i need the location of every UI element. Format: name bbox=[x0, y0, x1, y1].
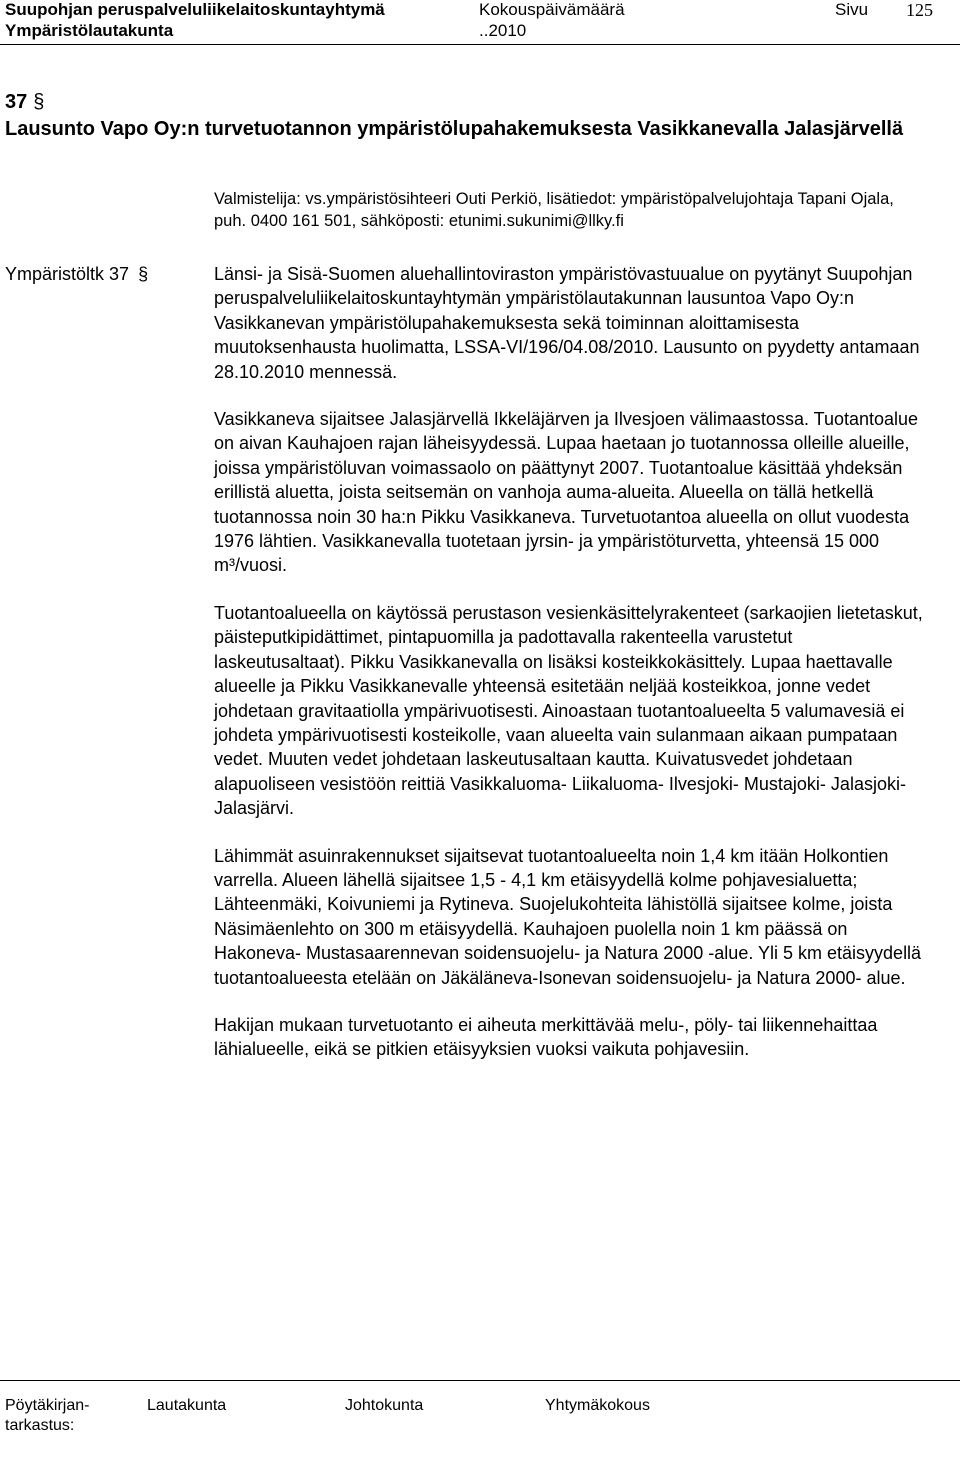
section-mark: § bbox=[33, 91, 45, 113]
preparer-info: Valmistelija: vs.ympäristösihteeri Outi Perkiö, lisätiedot: ympäristöpalvelujohtaja Tapani Ojala, puh. 0400 161 501, sähköposti: etunimi.sukunimi@llky.fi bbox=[214, 190, 894, 230]
organization-name: Suupohjan peruspalveluliikelaitoskuntayhtymä bbox=[5, 0, 385, 19]
minutes-section-mark: § bbox=[138, 264, 149, 284]
page-label: Sivu bbox=[835, 0, 869, 19]
item-body bbox=[214, 262, 926, 1062]
footer-federation-meeting: Yhtymäkokous bbox=[545, 1397, 650, 1414]
body-paragraph: Vasikkaneva sijaitsee Jalasjärvellä Ikkeläjärven ja Ilvesjoen välimaastossa. Tuotantoalue on aivan Kauhajoen rajan läheisyydessä. Lupaa haetaan jo tuotannossa olleille alueille, joissa ympäristöluvan voimassaolo on päättynyt 2007. Tuotantoalue käsittää yhdeksän erillistä aluetta, joista seitsemän on vanhoja auma-alueita. Alueella on tällä hetkellä tuotannossa noin 30 ha:n Pikku Vasikkaneva. Turvetuotantoa alueella on ollut vuodesta 1976 lähtien. Vasikkanevalla tuotetaan jyrsin- ja ympäristöturvetta, yhteensä 15 000 m³/vuosi. bbox=[214, 409, 919, 576]
footer-divider bbox=[0, 1380, 960, 1381]
date-label: Kokouspäivämäärä bbox=[479, 0, 625, 19]
header-divider bbox=[0, 44, 960, 45]
footer-executive-board: Johtokunta bbox=[345, 1397, 424, 1414]
body-paragraph: Hakijan mukaan turvetuotanto ei aiheuta merkittävää melu-, pöly- tai liikennehaittaa lähialueelle, eikä se pitkien etäisyyksien vuoksi vaikuta pohjavesiin. bbox=[214, 1014, 878, 1060]
body-paragraph: Tuotantoalueella on käytössä perustason vesienkäsittelyrakenteet (sarkaojien lietetaskut, päisteputkipidättimet, pintapuomilla ja padottavalla rakenteella varustetut laskeutusaltaat). Pikku Vasikkanevalla on lisäksi kosteikkokäsittely. Lupaa haettavalle alueelle ja Pikku Vasikkanevalle yhteensä esitetään neljää kosteikkoa, jonne vedet johdetaan gravitaatiolla ympärivuotisesti. Ainoastaan tuotantoalueelta 5 valumavesiä ei johdeta ympärivuotisesti kosteikolle, vaan alueelta vain sulanmaan aikaan pumpataan vedet. Muuten vedet johdetaan laskeutusaltaan kautta. Kuivatusvedet johdetaan alapuoliseen vesistöön reittiä Vasikkaluoma- Liikaluoma- Ilvesjoki- Mustajoki- Jalasjoki- Jalasjärvi. bbox=[214, 602, 923, 819]
board-name: Ympäristölautakunta bbox=[5, 21, 174, 40]
body-paragraph: Lähimmät asuinrakennukset sijaitsevat tuotantoalueelta noin 1,4 km itään Holkontien varrella. Alueen lähellä sijaitsee 1,5 - 4,1 km etäisyydellä kolme pohjavesialuetta; Lähteenmäki, Koivuniemi ja Rytineva. Suojelukohteita lähistöllä sijaitsee kolme, joista Näsimäenlehto on 300 m etäisyydellä. Kauhajoen puolella noin 1 km päässä on Hakoneva- Mustasaarennevan soidensuojelu- ja Natura 2000 -alue. Yli 5 km etäisyydellä tuotantoalueesta etelään on Jäkäläneva-Isonevan soidensuojelu- ja Natura 2000- alue. bbox=[214, 845, 922, 988]
item-number-value: 37 bbox=[5, 91, 28, 113]
reviewer-label: Pöytäkirjan-tarkastus: bbox=[5, 1397, 90, 1434]
minutes-reference bbox=[5, 262, 148, 286]
item-number bbox=[5, 89, 44, 115]
footer-board: Lautakunta bbox=[147, 1397, 227, 1414]
item-title: Lausunto Vapo Oy:n turvetuotannon ympäristölupahakemuksesta Vasikkanevalla Jalasjärvellä bbox=[5, 118, 904, 140]
page-number: 125 bbox=[906, 0, 933, 20]
date-value: ..2010 bbox=[479, 21, 527, 40]
minutes-reference-text: Ympäristöltk 37 bbox=[5, 264, 130, 284]
body-paragraph: Länsi- ja Sisä-Suomen aluehallintoviraston ympäristövastuualue on pyytänyt Suupohjan peruspalveluliikelaitoskuntayhtymän ympäristölautakunnan lausuntoa Vapo Oy:n Vasikkanevan ympäristölupahakemuksesta sekä toiminnan aloittamisesta muutoksenhausta huolimatta, LSSA-VI/196/04.08/2010. Lausunto on pyydetty antamaan 28.10.2010 mennessä. bbox=[214, 264, 920, 382]
